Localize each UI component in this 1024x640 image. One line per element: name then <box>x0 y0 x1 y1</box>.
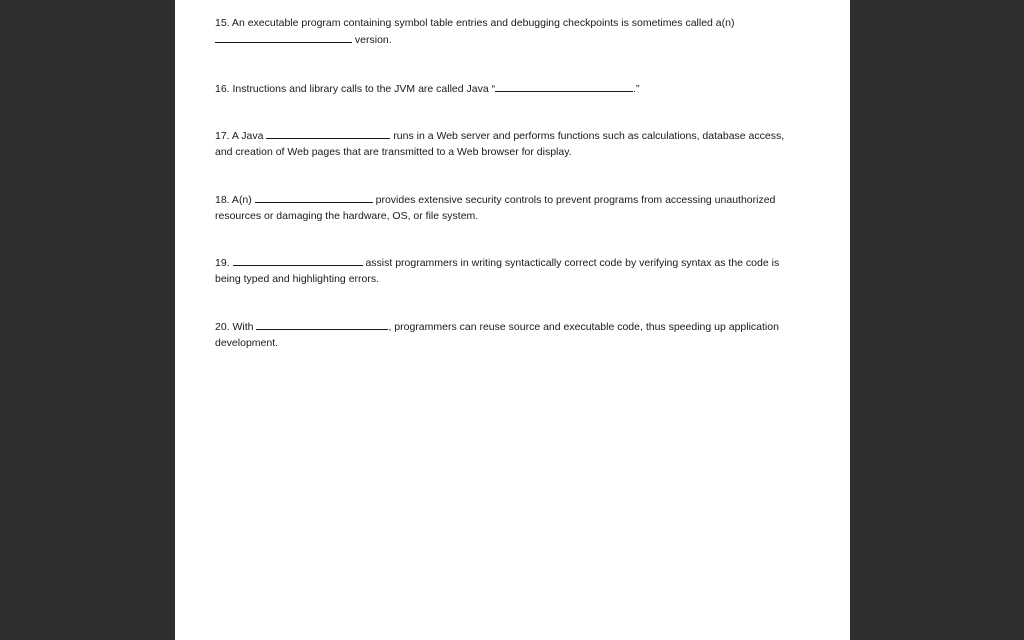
question-text-continued: version. <box>354 33 392 46</box>
question-17 <box>215 128 815 160</box>
answer-blank <box>233 255 363 266</box>
question-text: 18. A(n) <box>215 194 252 206</box>
question-18 <box>215 192 815 224</box>
question-text-line2: being typed and highlighting errors. <box>215 272 380 285</box>
question-text-continued: assist programmers in writing syntactically correct code by verifying syntax as the code is <box>365 257 780 269</box>
question-text-line2: and creation of Web pages that are transmitted to a Web browser for display. <box>215 145 572 158</box>
document-page <box>175 0 850 640</box>
question-15 <box>215 16 815 48</box>
answer-blank <box>255 192 373 203</box>
question-text-line2: development. <box>215 336 279 349</box>
question-text: 17. A Java <box>215 130 264 142</box>
question-text-line2: resources or damaging the hardware, OS, or file system. <box>215 209 479 222</box>
answer-blank <box>266 128 390 139</box>
question-text: 16. Instructions and library calls to the JVM are called Java “ <box>215 83 496 95</box>
question-text: 19. <box>215 257 230 269</box>
question-20 <box>215 319 815 351</box>
question-text-continued: runs in a Web server and performs functions such as calculations, database access, <box>393 130 785 142</box>
question-16 <box>215 81 815 98</box>
answer-blank <box>495 81 633 92</box>
question-text-continued: provides extensive security controls to prevent programs from accessing unauthorized <box>375 194 776 206</box>
answer-blank <box>256 319 388 330</box>
question-19 <box>215 255 815 287</box>
question-text: 20. With <box>215 321 254 333</box>
answer-blank <box>215 32 352 43</box>
question-text-continued: , programmers can reuse source and executable code, thus speeding up application <box>388 321 779 333</box>
question-text-continued: .” <box>633 83 640 95</box>
question-text: 15. An executable program containing symbol table entries and debugging checkpoints is sometimes called a(n) <box>215 17 735 29</box>
